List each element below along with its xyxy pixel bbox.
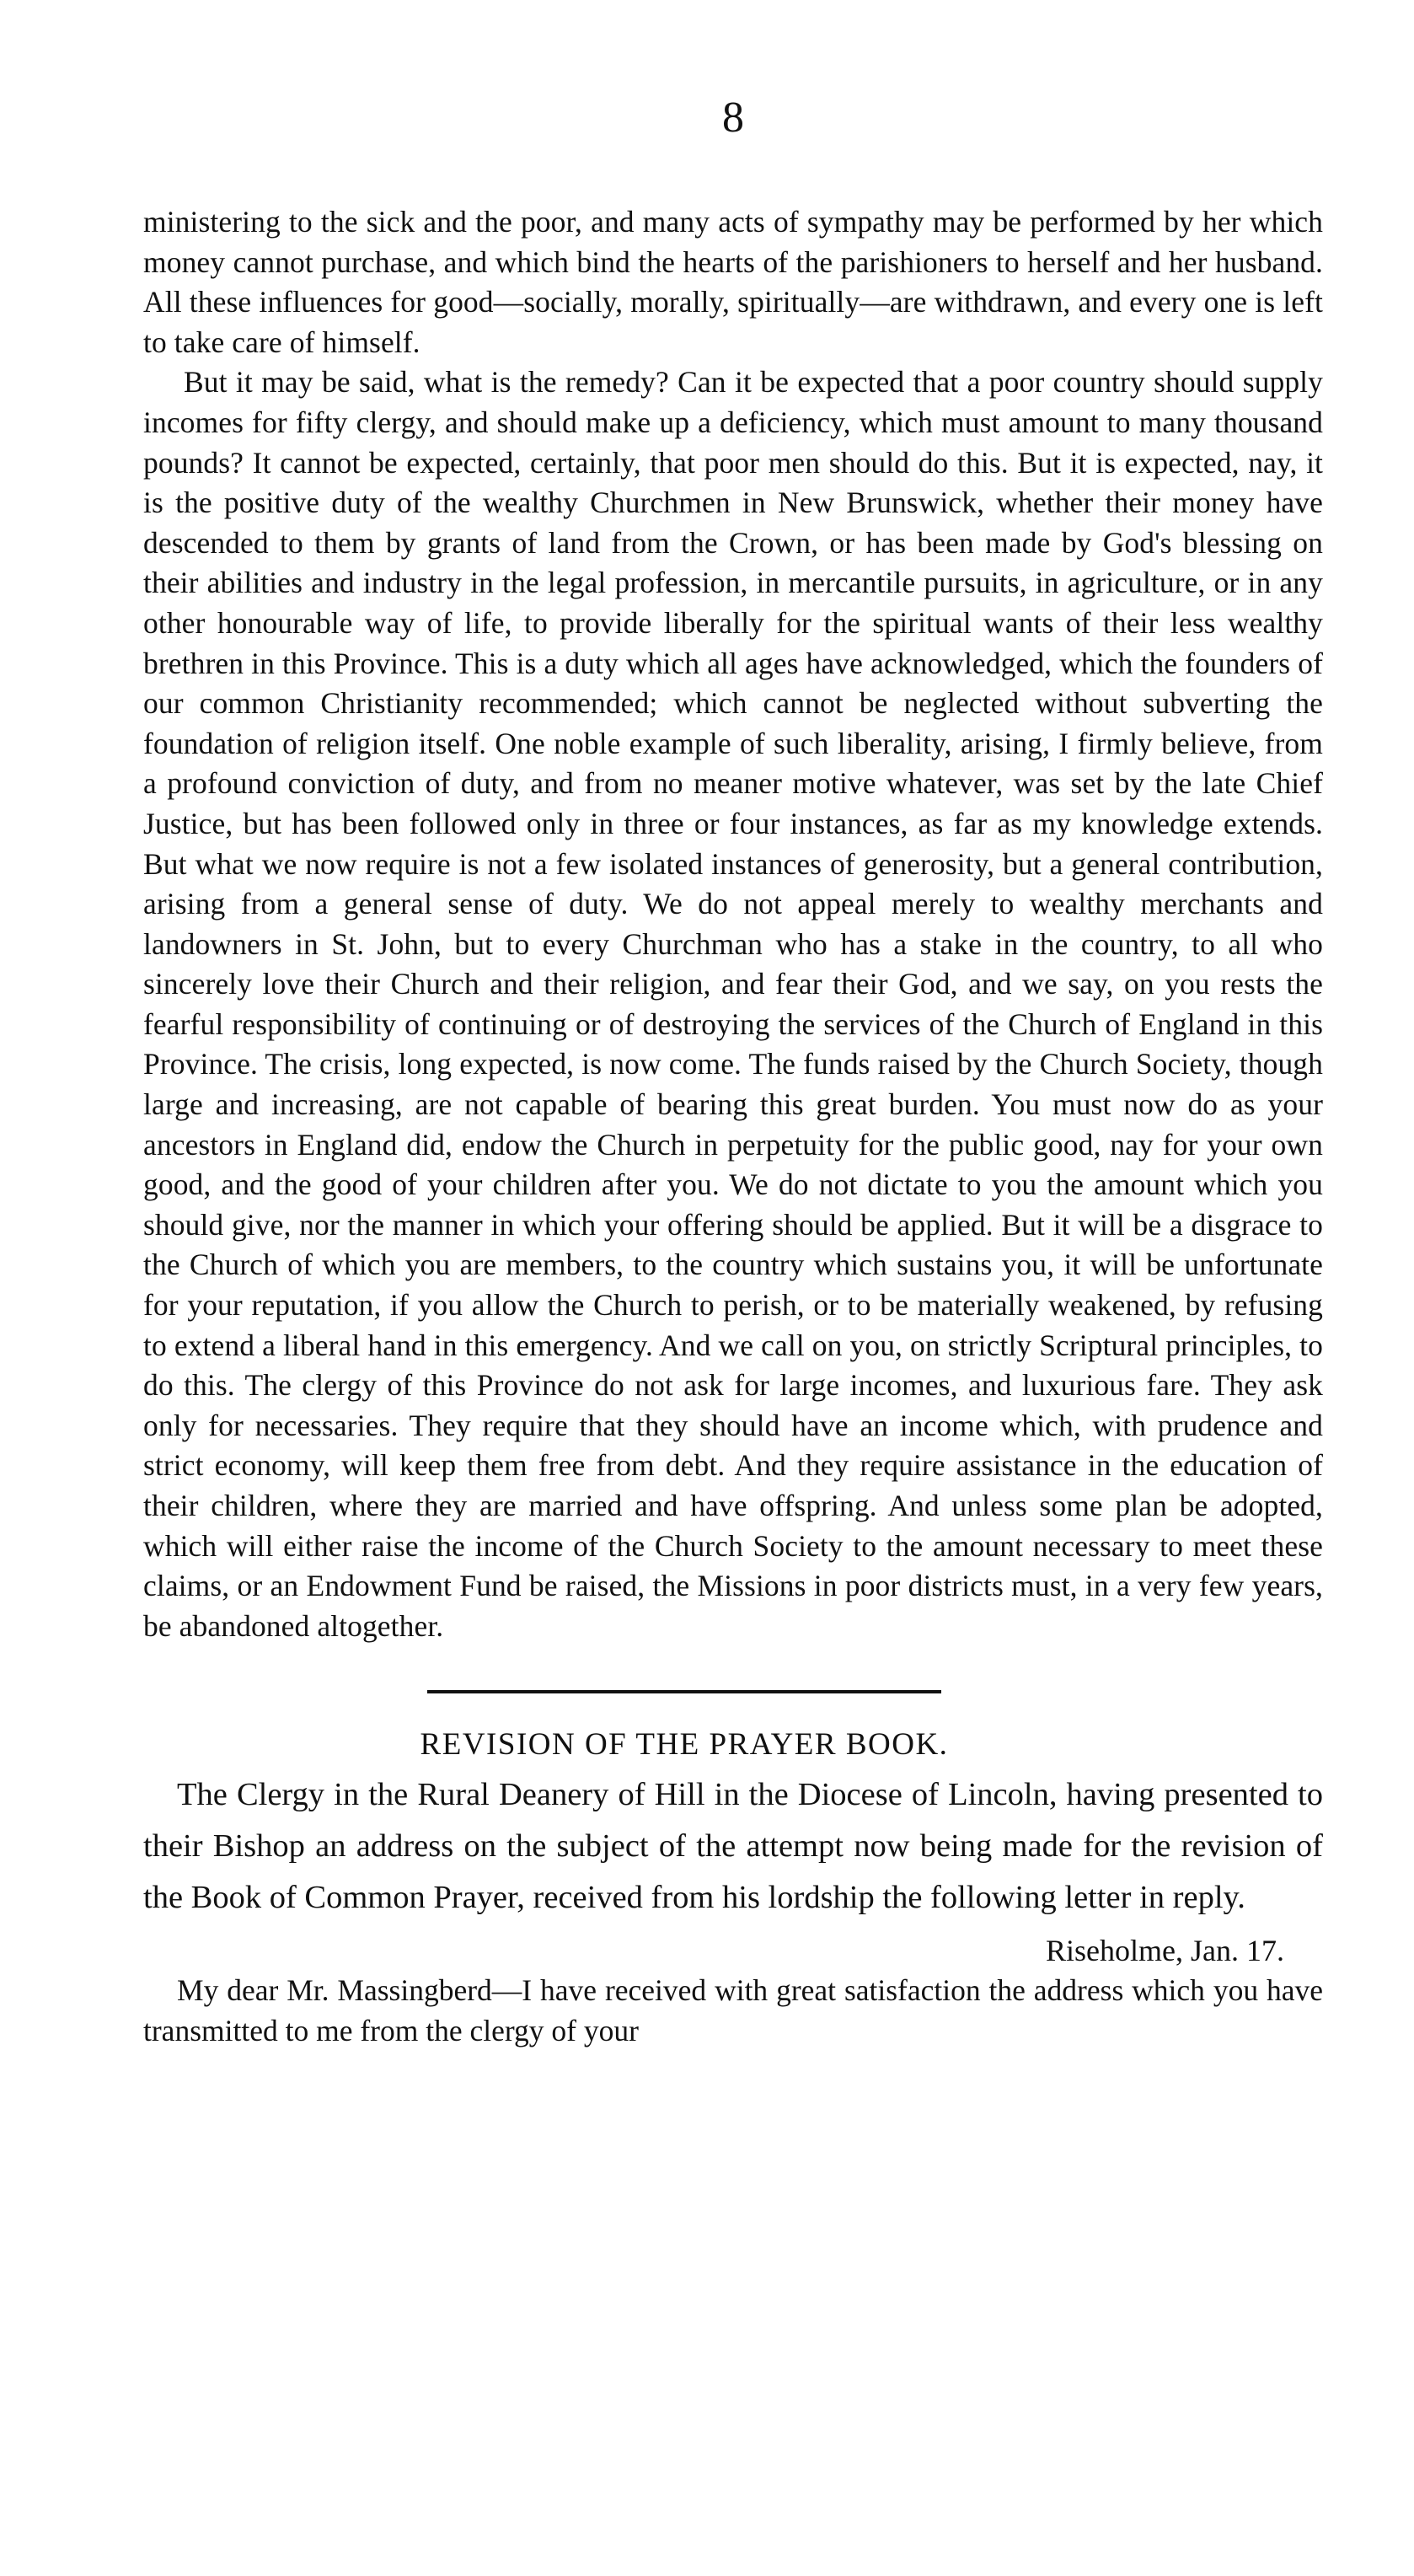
- section-title: REVISION OF THE PRAYER BOOK.: [420, 1727, 949, 1763]
- section-divider: [427, 1690, 941, 1693]
- paragraph: ministering to the sick and the poor, and many acts of sympathy may be performed by her which money cannot purchase, and which bind the hearts of the parishioners to herself and her husband. All these influences for good—socially, morally, spiritually—are withdrawn, and every one is left to take care of himself.: [143, 205, 1323, 359]
- letter-body: [143, 1971, 1323, 2051]
- section-intro: [143, 1769, 1323, 1924]
- page: [143, 93, 1323, 2052]
- main-text: [143, 202, 1323, 1646]
- page-number: 8: [722, 94, 744, 142]
- paragraph: But it may be said, what is the remedy? Can it be expected that a poor country should supply incomes for fifty clergy, and should make up a deficiency, which must amount to many thousand pounds? It cannot be expected, certainly, that poor men should do this. But it is expected, nay, it is the positive duty of the wealthy Churchmen in New Brunswick, whether their money have descended to them by grants of land from the Crown, or has been made by God's blessing on their abilities and industry in the legal profession, in mercantile pursuits, in agriculture, or in any other honourable way of life, to provide liberally for the spiritual wants of their less wealthy brethren in this Province. This is a duty which all ages have acknowledged, which the founders of our common Christianity recommended; which cannot be neglected without subverting the foundation of religion itself. One noble example of such liberality, arising, I firmly believe, from a profound conviction of duty, and from no meaner motive whatever, was set by the late Chief Justice, but has been followed only in three or four instances, as far as my knowledge extends. But what we now require is not a few isolated instances of generosity, but a general contribution, arising from a general sense of duty. We do not appeal merely to wealthy merchants and landowners in St. John, but to every Churchman who has a stake in the country, to all who sincerely love their Church and their religion, and fear their God, and we say, on you rests the fearful responsibility of continuing or of destroying the services of the Church of England in this Province. The crisis, long expected, is now come. The funds raised by the Church Society, though large and increasing, are not capable of bearing this great burden. You must now do as your ancestors in England did, endow the Church in perpetuity for the public good, nay for your own good, and the good of your children after you. We do not dictate to you the amount which you should give, nor the manner in which your offering should be applied. But it will be a disgrace to the Church of which you are members, to the country which sustains you, it will be unfortunate for your reputation, if you allow the Church to perish, or to be materially weakened, by refusing to extend a liberal hand in this emergency. And we call on you, on strictly Scriptural principles, to do this. The clergy of this Province do not ask for large incomes, and luxurious fare. They ask only for necessaries. They require that they should have an income which, with prudence and strict economy, will keep them free from debt. And they require assistance in the education of their children, where they are married and have offspring. And unless some plan be adopted, which will either raise the income of the Church Society to the amount necessary to meet these claims, or an Endowment Fund be raised, the Missions in poor districts must, in a very few years, be abandoned altogether.: [143, 365, 1323, 1643]
- intro-paragraph: The Clergy in the Rural Deanery of Hill in the Diocese of Lincoln, having presented to their Bishop an address on the subject of the attempt now being made for the revision of the Book of Common Prayer, received from his lordship the following letter in reply.: [143, 1777, 1323, 1916]
- letter-date: Riseholme, Jan. 17.: [1046, 1934, 1284, 1968]
- letter-paragraph: My dear Mr. Massingberd—I have received with great satisfaction the address which you have transmitted to me from the clergy of your: [143, 1973, 1323, 2047]
